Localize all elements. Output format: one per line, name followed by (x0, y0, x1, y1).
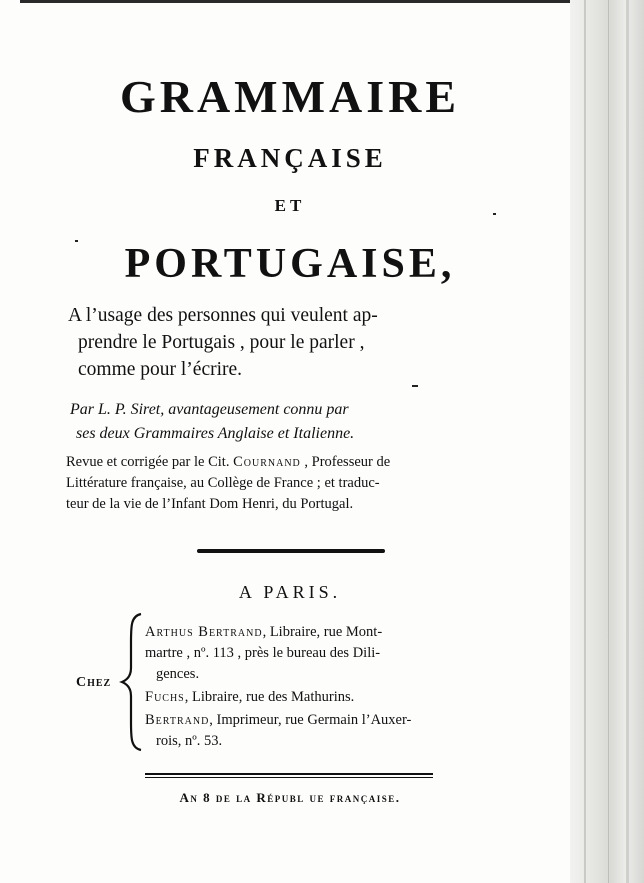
publisher-name: Fuchs (145, 689, 185, 705)
ink-speck (493, 213, 496, 215)
revision-text: Revue et corrigée par le Cit. (66, 454, 234, 470)
author-line-1: Par L. P. Siret, avantageusement connu par (70, 401, 349, 418)
publisher-address: , Libraire, rue Mont- (262, 624, 383, 640)
title-grammaire: GRAMMAIRE (119, 71, 461, 122)
shadow-streak (608, 0, 609, 883)
imprint-entry (145, 710, 411, 731)
publisher-address: martre , nº. 113 , près le bureau des Dili- (145, 645, 381, 661)
title-et: ET (274, 196, 306, 215)
usage-line-1: A l’usage des personnes qui veulent ap- (68, 305, 378, 326)
reviser-name: Cournand (233, 454, 301, 470)
revision-text: , Professeur de (300, 454, 391, 470)
shadow-streak (584, 0, 586, 883)
curly-brace (119, 612, 145, 752)
ink-speck (75, 240, 78, 242)
title-portugaise: PORTUGAISE, (124, 241, 456, 287)
printer-name: Bertrand (145, 712, 210, 728)
double-rule-top (145, 773, 433, 775)
page-binding-shadow (570, 0, 644, 883)
decorative-rule (197, 549, 385, 553)
revision-line-1 (66, 452, 390, 474)
author-line-2: ses deux Grammaires Anglaise et Italienne. (76, 425, 355, 442)
revision-line-2: Littérature française, au Collège de France ; et traduc- (66, 475, 380, 491)
publisher-address: , Libraire, rue des Mathurins. (184, 689, 355, 705)
publication-date: An 8 de la Républ ue française. (179, 790, 401, 805)
usage-line-3: comme pour l’écrire. (78, 359, 243, 380)
double-rule-bottom (145, 777, 433, 778)
imprint-entry (145, 687, 354, 708)
title-francaise: FRANÇAISE (193, 143, 387, 173)
page-top-edge (20, 0, 580, 3)
imprint-chez: Chez (76, 675, 112, 690)
revision-line-3: teur de la vie de l’Infant Dom Henri, du Portugal. (66, 496, 354, 512)
publisher-name: Arthus Bertrand (145, 624, 263, 640)
imprint-entry (156, 664, 199, 685)
imprint-entry (145, 643, 380, 664)
printer-address: , Imprimeur, rue Germain l’Auxer- (209, 712, 412, 728)
ink-speck (412, 385, 418, 387)
publisher-address: gences. (156, 666, 200, 682)
imprint-entry (145, 622, 382, 643)
shadow-streak (626, 0, 629, 883)
printer-address: rois, nº. 53. (156, 733, 223, 749)
imprint-entry (156, 731, 222, 752)
usage-line-2: prendre le Portugais , pour le parler , (78, 332, 365, 353)
imprint-city: A PARIS. (238, 582, 342, 602)
